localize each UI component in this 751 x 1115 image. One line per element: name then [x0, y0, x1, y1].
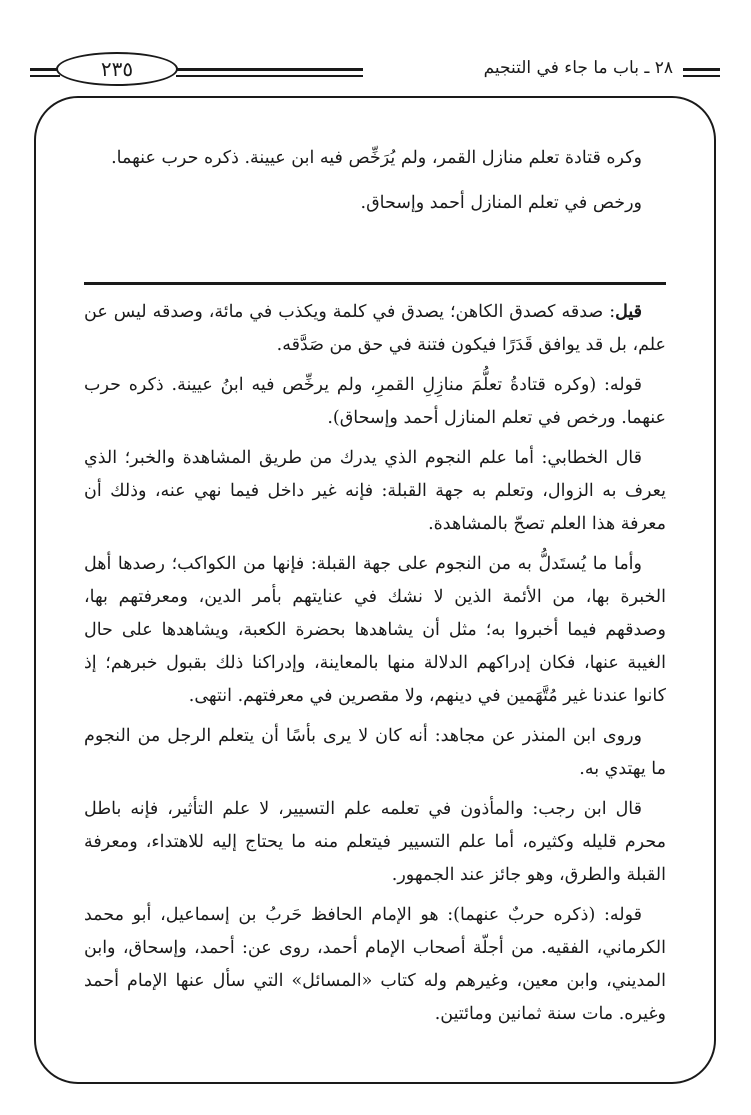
main-text: [84, 142, 666, 232]
commentary-paragraph: قال الخطابي: أما علم النجوم الذي يدرك من طريق المشاهدة والخبر؛ الذي يعرف به الزوال، وتعلم به جهة القبلة: فإنه غير داخل فيما نهي عنه، وذلك أن معرفة هذا العلم تصحّ بالمشاهدة.: [84, 448, 666, 534]
header-rule-left-bottom: [30, 75, 60, 77]
paragraph-text: : صدقه كصدق الكاهن؛ يصدق في كلمة ويكذب في مائة، وصدقه ليس عن علم، بل قد يوافق قَدَرًا فيكون فتنة في حق من صَدَّقه.: [84, 302, 666, 355]
page-number: [56, 52, 178, 86]
commentary-paragraph: قوله: (وكره قتادةُ تعلُّمَ منازِلِ القمرِ، ولم يرخِّص فيه ابنُ عيينة. ذكره حرب عنهما. ورخص في تعلم المنازل أحمد وإسحاق).: [84, 375, 666, 428]
page-number-text: ٢٣٥: [100, 57, 134, 81]
running-title: ٢٨ ـ باب ما جاء في التنجيم: [363, 58, 683, 78]
commentary-paragraph: وأما ما يُستَدلُّ به من النجوم على جهة القبلة: فإنها من الكواكب؛ رصدها أهل الخبرة بها، من الأئمة الذين لا نشك في عنايتهم بأمر الدين، ومعرفتهم بها، وصدقهم فيما أخبروا به؛ مثل أن يشاهدها بحضرة الكعبة، ويشاهدها على حال الغيبة عنها، فكان إدراكهم الدلالة منها بالمعاينة، وإدراكنا ذلك بقبول خبرهم؛ إذ كانوا عندنا غير مُتَّهَمين في دينهم، ولا مقصرين في معرفتهم. انتهى.: [84, 554, 666, 706]
main-paragraph: ورخص في تعلم المنازل أحمد وإسحاق.: [360, 193, 642, 213]
commentary-paragraph: [84, 296, 666, 362]
commentary: [84, 296, 666, 1038]
lead-word: قيل: [615, 302, 642, 322]
commentary-paragraph: قوله: (ذكره حربٌ عنهما): هو الإمام الحافظ حَربُ بن إسماعيل، أبو محمد الكرماني، الفقيه. من أجلّة أصحاب الإمام أحمد، روى عن: أحمد، وإسحاق، وابن المديني، وابن معين، وغيرهم وله كتاب «المسائل» التي سأل عنها الإمام أحمد وغيره. مات سنة ثمانين ومائتين.: [84, 905, 666, 1024]
commentary-paragraph: قال ابن رجب: والمأذون في تعلمه علم التسيير، لا علم التأثير، فإنه باطل محرم قليله وكثيره، أما علم التسيير فيتعلم منه ما يحتاج إليه للاهتداء، ومعرفة القبلة والطرق، وهو جائز عند الجمهور.: [84, 799, 666, 885]
main-paragraph: وكره قتادة تعلم منازل القمر، ولم يُرَخِّص فيه ابن عيينة. ذكره حرب عنهما.: [111, 148, 642, 168]
commentary-paragraph: وروى ابن المنذر عن مجاهد: أنه كان لا يرى بأسًا أن يتعلم الرجل من النجوم ما يهتدي به.: [84, 726, 666, 779]
separator-rule: [84, 282, 666, 285]
